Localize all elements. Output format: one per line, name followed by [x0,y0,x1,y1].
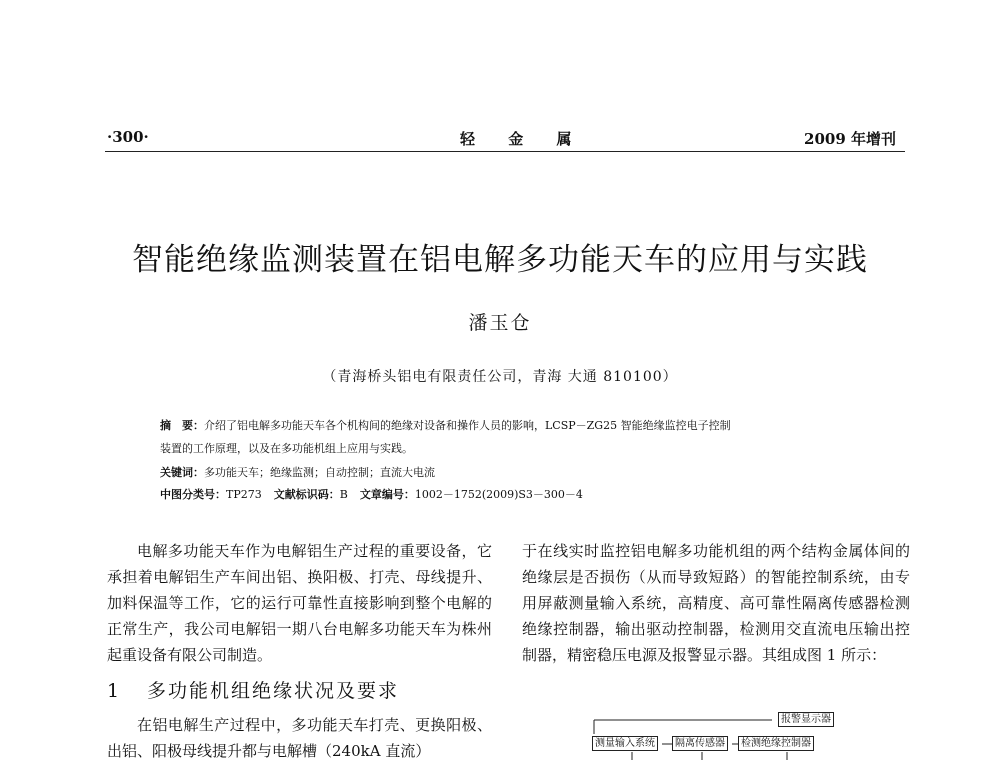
header-rule [105,151,905,152]
diagram-box-input: 测量输入系统 [592,736,658,751]
abstract-line-2: 装置的工作原理，以及在多功能机组上应用与实践。 [160,442,413,455]
diagram-box-sensor: 隔离传感器 [672,736,728,751]
body-left-column-2 [107,712,492,764]
section-number: 1 [107,680,122,702]
header-journal-name: 轻 金 属 [460,130,586,148]
section-heading-1 [107,676,399,703]
abstract-text-1: 介绍了铝电解多功能天车各个机构间的绝缘对设备和操作人员的影响，LCSP－ZG25 智能绝缘监控电子控制 [204,419,731,432]
clc-label: 中图分类号： [160,488,226,501]
keywords [160,465,435,480]
body-left-column [107,538,492,668]
article-author: 潘玉仓 [468,312,532,334]
keywords-text: 多功能天车；绝缘监测；自动控制；直流大电流 [204,466,435,479]
body-right-column [522,538,910,668]
article-no-value: 1002－1752(2009)S3－300－4 [414,488,583,501]
article-title: 智能绝缘监测装置在铝电解多功能天车的应用与实践 [132,242,868,278]
diagram-box-controller: 检测绝缘控制器 [738,736,814,751]
figure-1-diagram [592,712,842,760]
article-affiliation: （青海桥头铝电有限责任公司，青海 大通 810100） [322,369,678,385]
header-issue: 2009 年增刊 [804,130,896,148]
header-page-number: ·300· [107,128,149,146]
section-title: 多功能机组绝缘状况及要求 [147,680,400,702]
keywords-label: 关键词： [160,466,204,479]
body-paragraph: 在铝电解生产过程中，多功能天车打壳、更换阳极、出铝、阳极母线提升都与电解槽（240kA 直流） [107,716,492,760]
classification [160,487,583,502]
body-paragraph: 于在线实时监控铝电解多功能机组的两个结构金属体间的绝缘层是否损伤（从而导致短路）的智能控制系统，由专用屏蔽测量输入系统，高精度、高可靠性隔离传感器检测绝缘控制器，输出驱动控制器，检测用交直流电压输出控制器，精密稳压电源及报警显示器。其组成图 1 所示： [522,542,910,664]
clc-value: TP273 [226,488,262,501]
body-paragraph: 电解多功能天车作为电解铝生产过程的重要设备，它承担着电解铝生产车间出铝、换阳极、打壳、母线提升、加料保温等工作，它的运行可靠性直接影响到整个电解的正常生产，我公司电解铝一期八台电解多功能天车为株州起重设备有限公司制造。 [107,542,492,664]
abstract-line-1 [160,418,731,433]
doc-code-label: 文献标识码： [273,488,340,501]
doc-code-value: B [339,488,348,501]
diagram-box-alarm: 报警显示器 [778,712,834,727]
article-no-label: 文章编号： [359,488,415,501]
abstract-label: 摘 要： [160,419,204,432]
